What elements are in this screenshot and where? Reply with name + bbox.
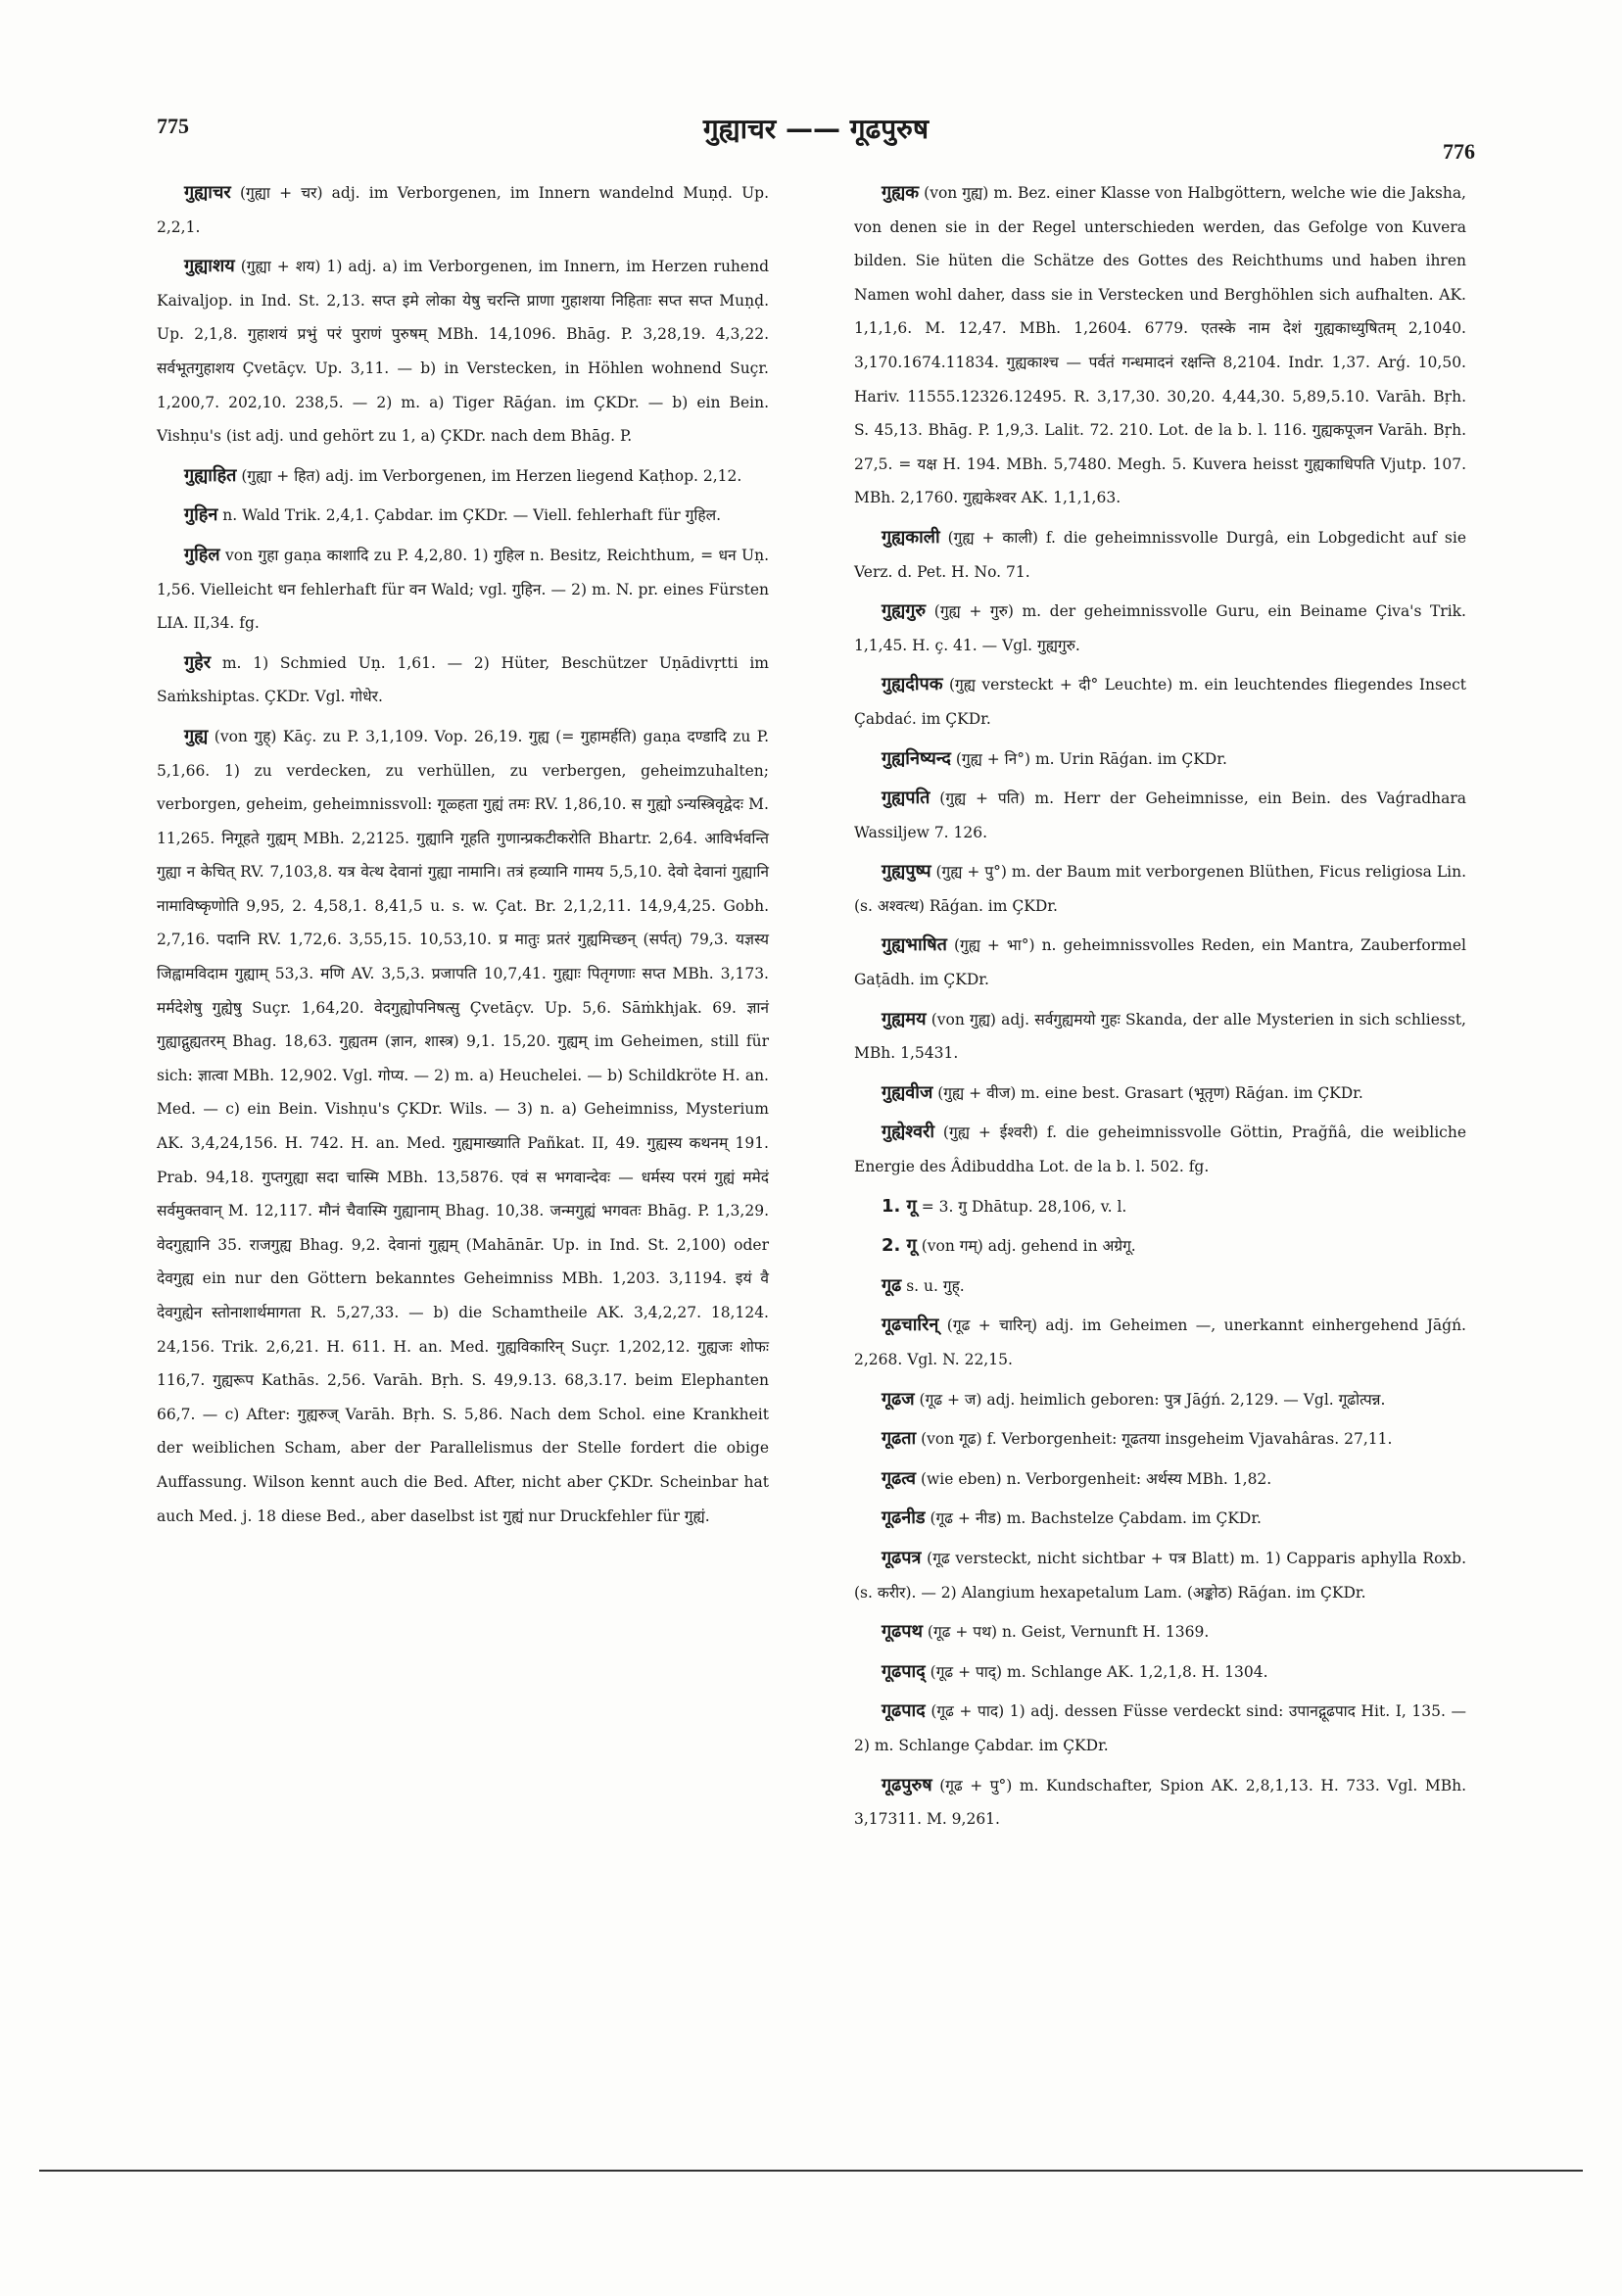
entry-text: (गूढ versteckt, nicht sichtbar + पत्र Blatt) m. 1) Capparis aphylla Roxb. (s. करीर). — 2) Alangium hexapetalum Lam. (अङ्कोठ) Rāǵan. im ÇKDr. [854, 1549, 1466, 1602]
dictionary-entry [157, 459, 769, 494]
entry-headword: गूढ [882, 1274, 902, 1296]
entry-headword: गूढनीड [882, 1507, 926, 1529]
entry-headword: गुह्यवीज [882, 1081, 933, 1103]
footer-rule [39, 2170, 1583, 2172]
dictionary-entry [854, 1190, 1466, 1224]
entry-headword: गुह्यगुरु [882, 600, 927, 622]
entry-text: (गुह्य + पु°) m. der Baum mit verborgenen Blüthen, Ficus religiosa Lin. (s. अश्वत्थ) Rāǵan. im ÇKDr. [854, 863, 1466, 915]
dictionary-entry [854, 1116, 1466, 1183]
entry-headword: गुह्याहित [184, 464, 237, 486]
entry-headword: गुह्याशय [184, 256, 235, 277]
entry-text: (von गुह्य) adj. सर्वगुह्यमयो गुहः Skanda, der alle Mysterien in sich schliesst, MBh. 1,5431. [854, 1010, 1466, 1063]
dictionary-entry [854, 1502, 1466, 1536]
entry-text: (गूढ + नीड) m. Bachstelze Çabdam. im ÇKDr. [925, 1509, 1262, 1528]
entry-headword: गुहिन [184, 504, 218, 526]
dictionary-entry [854, 855, 1466, 923]
entry-headword: 2. गू [882, 1235, 917, 1257]
dictionary-entry [157, 646, 769, 714]
entry-headword: गूढता [882, 1428, 917, 1450]
right-column [854, 176, 1466, 1842]
entry-text: (wie eben) n. Verborgenheit: अर्थस्य MBh. 1,82. [916, 1469, 1272, 1488]
entry-headword: गूढत्व [882, 1467, 917, 1489]
entry-headword: गुह्यदीपक [882, 674, 943, 695]
page-number-right: 776 [1443, 139, 1475, 164]
entry-text: s. u. गुह्. [901, 1276, 965, 1295]
entry-headword: गुह्यपुष्प [882, 861, 931, 883]
entry-text: (गुह्य + वीज) m. eine best. Grasart (भूतृण) Rāǵan. im ÇKDr. [932, 1083, 1363, 1102]
entry-text: (गुह्य + भा°) n. geheimnissvolles Reden, ein Mantra, Zauberformel Gaṭādh. im ÇKDr. [854, 936, 1466, 989]
entry-text: (von गम्) adj. gehend in अग्रेगू. [916, 1237, 1136, 1256]
dictionary-entry [854, 595, 1466, 662]
dictionary-entry [854, 1076, 1466, 1111]
entry-headword: गुह्यनिष्यन्द [882, 747, 951, 769]
dictionary-entry [157, 539, 769, 641]
entry-text: (von गुह्) Kāç. zu P. 3,1,109. Vop. 26,19. गुह्य (= गुहामर्हति) gaṇa दण्डादि zu P. 5,1,66. 1) zu verdecken, zu verhüllen, zu verbergen, geheimzuhalten; verborgen, geheim, geheimnissvoll: गूळ्हता गुह्यं तमः RV. 1,86,10. स गुह्यो ऽन्यस्त्रिवृद्वेदः M. 11,265. निगूहते गुह्यम् MBh. 2,2125. गुह्यानि गूहति गुणान्प्रकटीकरोति Bhartr. 2,64. आविर्भवन्ति गुह्या न केचित् RV. 7,103,8. यत्र वेत्थ देवानां गुह्या नामानि। तत्रं हव्यानि गामय 5,5,10. देवो देवानां गुह्यानि नामाविष्कृणोति 9,95, 2. 4,58,1. 8,41,5 u. s. w. Çat. Br. 2,1,2,11. 14,9,4,25. Gobh. 2,7,16. पदानि RV. 1,72,6. 3,55,15. 10,53,10. प्र मातुः प्रतरं गुह्यमिच्छन् (सर्पत्) 79,3. यज्ञस्य जिह्वामविदाम गुह्याम् 53,3. मणि AV. 3,5,3. प्रजापति 10,7,41. गुह्याः पितृगणाः सप्त MBh. 3,173. मर्मदेशेषु गुह्येषु Suçr. 1,64,20. वेदगुह्योपनिषत्सु Çvetāçv. Up. 5,6. Sāṁkhjak. 69. ज्ञानं गुह्याद्गुह्यतरम् Bhag. 18,63. गुह्यतम (ज्ञान, शास्त्र) 9,1. 15,20. गुह्यम् im Geheimen, still für sich: ज्ञात्वा MBh. 12,902. Vgl. गोप्य. — 2) m. a) Heuchelei. — b) Schildkröte H. an. Med. — c) ein Bein. Vishṇu's ÇKDr. Wils. — 3) n. a) Geheimniss, Mysterium AK. 3,4,24,156. H. 742. H. an. Med. गुह्यमाख्याति Pañkat. II, 49. गुह्यस्य कथनम् 191. Prab. 94,18. गुप्तगुह्या सदा चास्मि MBh. 13,5876. एवं स भगवान्देवः — धर्मस्य परमं गुह्यं ममेदं सर्वमुक्तवान् M. 12,117. मौनं चैवास्मि गुह्यानाम् Bhag. 10,38. जन्मगुह्यं भगवतः Bhāg. P. 1,3,29. वेदगुह्यानि 35. राजगुह्य Bhag. 9,2. देवानां गुह्यम् (Mahānār. Up. in Ind. St. 2,100) oder देवगुह्य ein nur den Göttern bekanntes Geheimniss MBh. 1,203. 3,1194. इयं वै देवगुह्येन स्तोनाशार्थमागता R. 5,27,33. — b) die Schamtheile AK. 3,4,2,27. 18,124. 24,156. Trik. 2,6,21. H. 611. H. an. Med. गुह्यविकारिन् Suçr. 1,202,12. गुह्यजः शोफः 116,7. गुह्यरूप Kathās. 2,56. Varāh. Bṛh. S. 49,9.13. 68,3.17. beim Elephanten 66,7. — c) After: गुह्यरुज् Varāh. Bṛh. S. 5,86. Nach dem Schol. eine Krankheit der weiblichen Scham, aber der Parallelismus der Stelle fordert die obige Auffassung. Wilson kennt auch die Bed. After, nicht aber ÇKDr. Scheinbar hat auch Med. j. 18 diese Bed., aber daselbst ist गुह्यं nur Druckfehler für गुह्यं. [157, 727, 769, 1525]
entry-text: = 3. गु Dhātup. 28,106, v. l. [916, 1197, 1127, 1216]
entry-text: (गूढ + पाद) 1) adj. dessen Füsse verdeckt sind: उपानद्गूढपाद Hit. I, 135. — 2) m. Schlange Çabdar. im ÇKDr. [854, 1702, 1466, 1754]
entry-headword: गुह्य [184, 725, 209, 746]
entry-text: m. 1) Schmied Uṇ. 1,61. — 2) Hüter, Beschützer Uṇādivṛtti im Saṁkshiptas. ÇKDr. Vgl. गोधेर. [157, 653, 769, 706]
dictionary-entry [854, 668, 1466, 736]
entry-text: (गुह्य + नि°) m. Urin Rāǵan. im ÇKDr. [950, 749, 1227, 768]
dictionary-entry [854, 782, 1466, 849]
dictionary-entry [854, 1309, 1466, 1376]
dictionary-entry [854, 1422, 1466, 1457]
entry-text: (गुह्या + हित) adj. im Verborgenen, im Herzen liegend Kaṭhop. 2,12. [236, 466, 742, 485]
entry-text: (गुह्य + गुरु) m. der geheimnissvolle Guru, ein Beiname Çiva's Trik. 1,1,45. H. ç. 41. — Vgl. गुह्यगुरु. [854, 602, 1466, 654]
dictionary-entry [854, 1655, 1466, 1690]
entry-headword: गूढपथ [882, 1621, 923, 1643]
entry-text: (गुह्य + ईश्वरी) f. die geheimnissvolle Göttin, Prağñâ, die weibliche Energie des Âdibuddha Lot. de la b. l. 502. fg. [854, 1124, 1466, 1176]
dictionary-entry [854, 1542, 1466, 1609]
entry-headword: गुह्याचर [184, 182, 231, 203]
entry-text: (गुह्य + पति) m. Herr der Geheimnisse, ein Bein. des Vaǵradhara Wassiljew 7. 126. [854, 789, 1466, 841]
dictionary-entry [854, 1615, 1466, 1650]
dictionary-entry [854, 1229, 1466, 1264]
entry-headword: गुह्यभाषित [882, 934, 947, 956]
entry-headword: गूढपुरुष [882, 1774, 932, 1795]
dictionary-entry [854, 1695, 1466, 1762]
dictionary-entry [157, 176, 769, 244]
running-title: गुह्याचर —— गूढपुरुष [702, 113, 930, 145]
dictionary-entry [854, 1269, 1466, 1304]
entry-text: (गूढ + पु°) m. Kundschafter, Spion AK. 2,8,1,13. H. 733. Vgl. MBh. 3,17311. M. 9,261. [854, 1776, 1466, 1829]
dictionary-entry [854, 742, 1466, 777]
dictionary-entry [157, 499, 769, 533]
entry-headword: 1. गू [882, 1195, 917, 1217]
dictionary-entry [854, 1769, 1466, 1837]
entry-headword: गुहिल [184, 544, 220, 565]
entry-text: von गुहा gaṇa काशादि zu P. 4,2,80. 1) गुहिल n. Besitz, Reichthum, = धन Uṇ. 1,56. Vielleicht धन fehlerhaft für वन Wald; vgl. गुहिन. — 2) m. N. pr. eines Fürsten LIA. II,34. fg. [157, 546, 769, 633]
entry-text: (von गूढ) f. Verborgenheit: गूढतया insgeheim Vjavahâras. 27,11. [916, 1430, 1393, 1449]
entry-headword: गूढपाद [882, 1700, 926, 1722]
entry-headword: गूढज [882, 1388, 915, 1410]
entry-headword: गूढपत्र [882, 1547, 922, 1568]
entry-text: (गुह्य versteckt + दी° Leuchte) m. ein leuchtendes fliegendes Insect Çabdać. im ÇKDr. [854, 676, 1466, 728]
entry-headword: गूढपाद् [882, 1660, 926, 1682]
entry-text: (गुह्या + चर) adj. im Verborgenen, im Innern wandelnd Muṇḍ. Up. 2,2,1. [157, 184, 769, 236]
page-number-left: 775 [157, 114, 189, 138]
entry-headword: गुहेर [184, 651, 212, 673]
page-header [157, 110, 1475, 164]
entry-text: (von गुह्य) m. Bez. einer Klasse von Halbgöttern, welche wie die Jaksha, von denen sie in der Regel unterschieden werden, das Gefolge von Kuvera bilden. Sie hüten die Schätze des Gottes des Reichthums und haben ihren Namen wohl daher, dass sie in Verstecken und Berghöhlen sich aufhalten. AK. 1,1,1,6. M. 12,47. MBh. 1,2604. 6779. एतस्के नाम देशं गुह्यकाध्युषितम् 2,1040. 3,170.1674.11834. गुह्यकाश्च — पर्वतं गन्धमादनं रक्षन्ति 8,2104. Indr. 1,37. Arǵ. 10,50. Hariv. 11555.12326.12495. R. 3,17,30. 30,20. 4,44,30. 5,89,5.10. Varāh. Bṛh. S. 45,13. Bhāg. P. 1,9,3. Lalit. 72. 210. Lot. de la b. l. 116. गुह्यकपूजन Varāh. Bṛh. 27,5. = यक्ष H. 194. MBh. 5,7480. Megh. 5. Kuvera heisst गुह्यकाधिपति Vjutp. 107. MBh. 2,1760. गुह्यकेश्वर AK. 1,1,1,63. [854, 184, 1466, 507]
dictionary-entry [854, 929, 1466, 996]
dictionary-entry [854, 176, 1466, 515]
entry-text: n. Wald Trik. 2,4,1. Çabdar. im ÇKDr. — Viell. fehlerhaft für गुहिल. [217, 506, 722, 525]
dictionary-entry [854, 1003, 1466, 1071]
entry-text: (गुह्या + शय) 1) adj. a) im Verborgenen, im Innern, im Herzen ruhend Kaivaljop. in Ind. St. 2,13. सप्त इमे लोका येषु चरन्ति प्राणा गुहाशया निहिताः सप्त सप्त Muṇḍ. Up. 2,1,8. गुहाशयं प्रभुं परं पुराणं पुरुषम् MBh. 14,1096. Bhāg. P. 3,28,19. 4,3,22. सर्वभूतगुहाशय Çvetāçv. Up. 3,11. — b) in Verstecken, in Höhlen wohnend Suçr. 1,200,7. 202,10. 238,5. — 2) m. a) Tiger Rāǵan. im ÇKDr. — b) ein Bein. Vishṇu's (ist adj. und gehört zu 1, a) ÇKDr. nach dem Bhāg. P. [157, 258, 769, 446]
entry-headword: गुह्यपति [882, 788, 930, 809]
entry-text: (गूढ + पाद्) m. Schlange AK. 1,2,1,8. H. 1304. [925, 1662, 1268, 1681]
dictionary-entry [157, 250, 769, 454]
entry-headword: गुह्यक [882, 182, 920, 203]
entry-headword: गूढचारिन् [882, 1315, 939, 1336]
dictionary-entry [854, 1462, 1466, 1497]
dictionary-entry [854, 521, 1466, 589]
dictionary-entry [157, 720, 769, 1533]
entry-text: (गूढ + चारिन्) adj. im Geheimen —, unerkannt einhergehend Jāǵń. 2,268. Vgl. N. 22,15. [854, 1316, 1466, 1368]
entry-text: (गूढ + पथ) n. Geist, Vernunft H. 1369. [923, 1623, 1210, 1642]
entry-headword: गुह्येश्वरी [882, 1122, 934, 1143]
dictionary-entry [854, 1383, 1466, 1417]
entry-text: (गुह्य + काली) f. die geheimnissvolle Durgâ, ein Lobgedicht auf sie Verz. d. Pet. H. No. 71. [854, 528, 1466, 581]
entry-text: (गूढ + ज) adj. heimlich geboren: पुत्र Jāǵń. 2,129. — Vgl. गूढोत्पन्न. [914, 1390, 1386, 1409]
entry-headword: गुह्यकाली [882, 526, 940, 548]
entry-headword: गुह्यमय [882, 1008, 927, 1029]
left-column [157, 176, 769, 1539]
